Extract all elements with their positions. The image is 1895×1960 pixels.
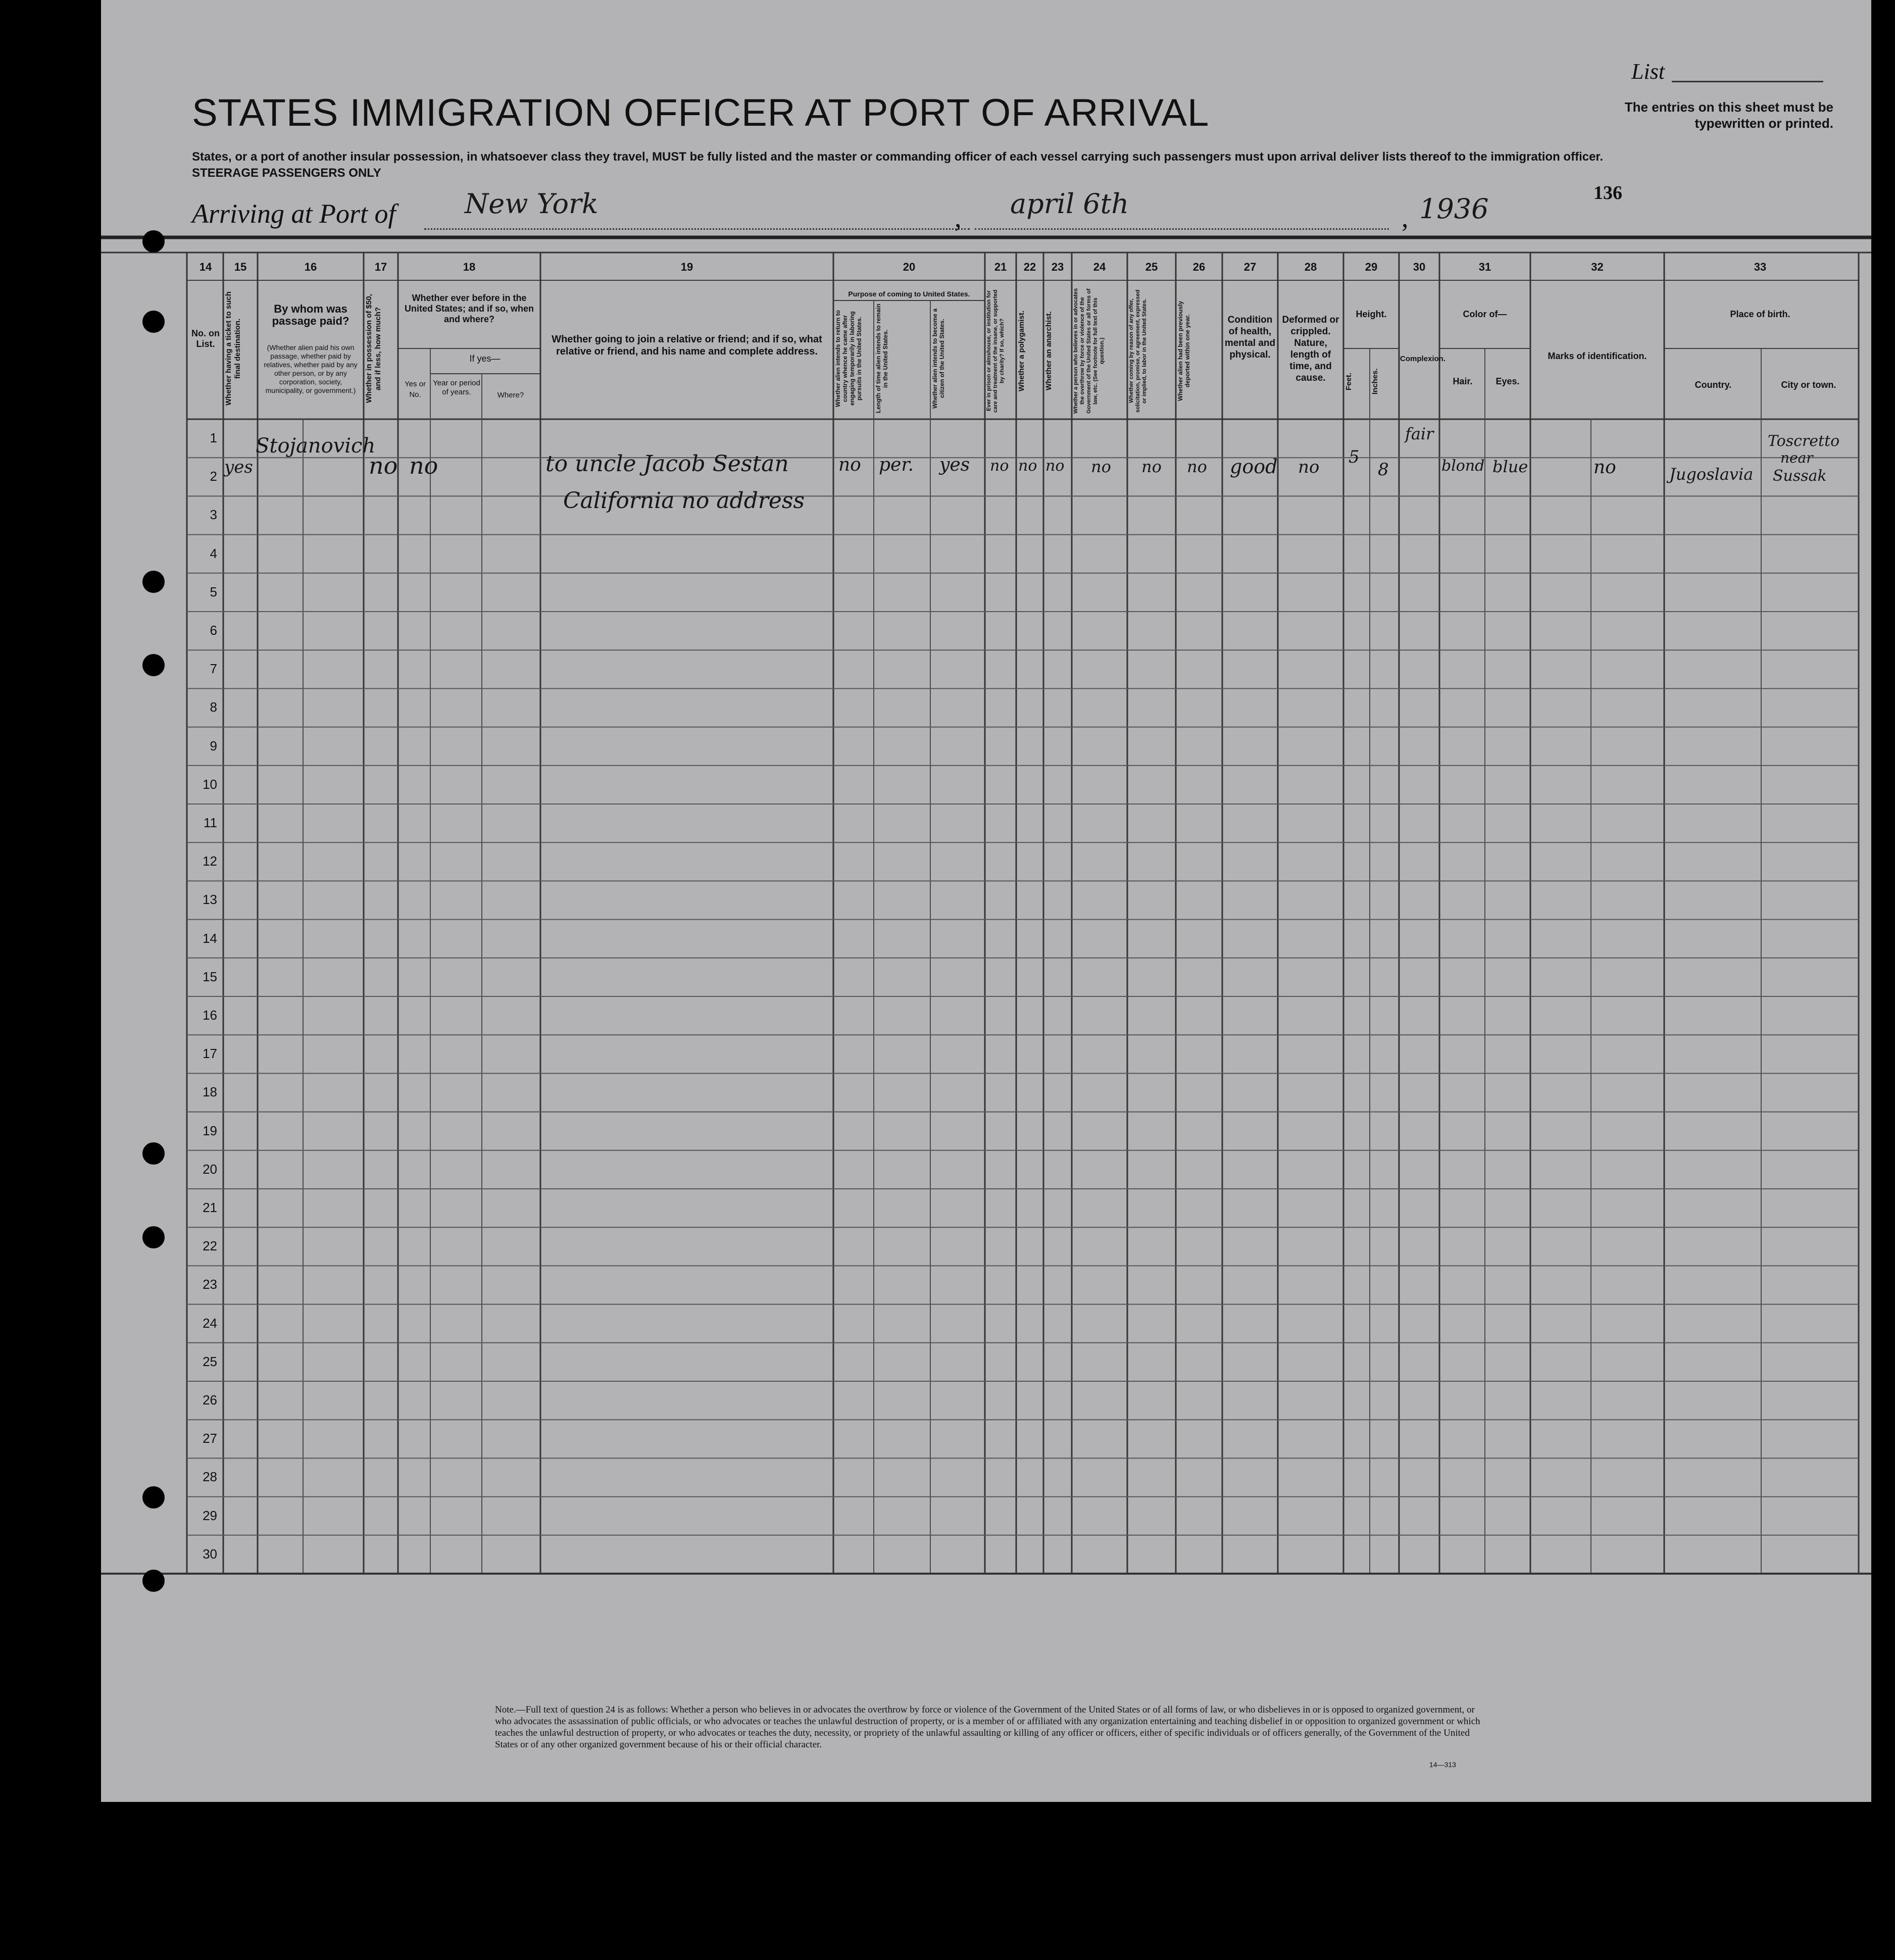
header-prison: Ever in prison or almshouse, or institution for care and treatment of the insane, or supported by charity? If so, which?: [986, 289, 1005, 413]
col-num-29: 29: [1365, 261, 1378, 273]
header-height: Height.: [1356, 309, 1387, 319]
row-number: 10: [203, 776, 217, 792]
manifest-sheet: [101, 0, 1871, 1802]
entry-money: no: [369, 452, 398, 479]
header-anarchist: Whether an anarchist.: [1044, 311, 1053, 391]
row-number: 23: [203, 1277, 217, 1292]
header-where: Where?: [497, 391, 524, 399]
entry-hair: blond: [1441, 457, 1485, 475]
header-complexion: Complexion.: [1400, 355, 1446, 363]
row-number: 30: [203, 1546, 217, 1562]
row-number: 27: [203, 1431, 217, 1446]
entry-return-intent: no: [838, 455, 861, 475]
entry-eyes: blue: [1492, 457, 1528, 476]
entry-polygamist: no: [1018, 457, 1037, 475]
header-yes-no: Yes or No.: [405, 380, 426, 399]
entry-before-us: no: [409, 452, 438, 479]
col-num-32: 32: [1591, 261, 1604, 273]
instruction-line-1: States, or a port of another insular possession, in whatsoever class they travel, MUST be fully listed and the master or commanding officer of each vessel carrying such passengers must upon arrival deliver lists thereof to the immigration officer.: [192, 150, 1604, 164]
row-number: 7: [210, 661, 217, 677]
punch-hole: [142, 1226, 165, 1248]
row-number: 24: [203, 1315, 217, 1331]
col-num-16: 16: [304, 261, 317, 273]
header-if-yes: If yes—: [469, 354, 501, 364]
row-number: 6: [210, 623, 217, 638]
header-country: Country.: [1694, 380, 1732, 390]
comma-2: ,: [1402, 203, 1409, 233]
entry-city-line2: near: [1780, 449, 1813, 466]
header-feet: Feet.: [1344, 372, 1353, 390]
col-num-26: 26: [1192, 261, 1206, 273]
header-hair: Hair.: [1453, 376, 1473, 386]
col-num-25: 25: [1145, 261, 1158, 273]
row-number: 21: [203, 1200, 217, 1215]
punch-hole: [142, 311, 165, 333]
punch-hole: [142, 571, 165, 593]
entry-complexion: fair: [1405, 424, 1434, 443]
comma-1: ,: [955, 203, 962, 233]
row-number: 1: [210, 430, 217, 445]
typewritten-note: The entries on this sheet must be typewritten or printed.: [1624, 99, 1833, 131]
row-number: 2: [210, 469, 217, 484]
col-num-15: 15: [234, 261, 247, 273]
row-number: 28: [203, 1469, 217, 1485]
date-value: april 6th: [1010, 188, 1129, 220]
header-ticket: Whether having a ticket to such final destination.: [224, 291, 242, 406]
header-years: Year or period of years.: [433, 379, 480, 396]
row-number: 3: [210, 507, 217, 523]
header-health: Condition of health, mental and physical.: [1224, 315, 1276, 360]
entry-country: Jugoslavia: [1669, 465, 1754, 484]
entry-feet: 5: [1349, 447, 1360, 467]
entry-inches: 8: [1378, 460, 1389, 480]
header-eyes: Eyes.: [1495, 376, 1520, 386]
port-value: New York: [465, 188, 599, 220]
col-num-17: 17: [374, 261, 387, 273]
row-number: 5: [210, 584, 217, 599]
entry-join-line1: to uncle Jacob Sestan: [545, 451, 789, 477]
row-number: 11: [204, 815, 217, 830]
header-offer-labor: Whether coming by reason of any offer, solicitation, promise, or agreement, expressed or implied, to labor in the United States.: [1128, 289, 1148, 413]
header-city: City or town.: [1781, 380, 1836, 390]
row-number: 25: [203, 1353, 217, 1369]
col-num-14: 14: [199, 261, 212, 273]
col-num-23: 23: [1051, 261, 1064, 273]
entry-city-line3: Sussak: [1773, 467, 1827, 485]
header-return-intent: Whether alien intends to return to country whence he came after engaging temporarily in laboring pursuits in the United States.: [834, 310, 863, 408]
entry-overthrow: no: [1091, 457, 1111, 476]
punch-hole: [142, 230, 165, 253]
entry-deformed: no: [1298, 457, 1320, 477]
header-join-relative: Whether going to join a relative or friend; and if so, what relative or friend, and his name and complete address.: [552, 334, 822, 357]
row-number: 8: [210, 699, 217, 715]
col-num-31: 31: [1478, 261, 1491, 273]
header-place-of-birth: Place of birth.: [1730, 309, 1790, 319]
form-title: STATES IMMIGRATION OFFICER AT PORT OF ARRIVAL: [192, 91, 1210, 134]
sheet-number: 136: [1593, 182, 1622, 204]
row-number: 18: [203, 1084, 217, 1100]
row-number: 26: [203, 1392, 217, 1408]
row-number: 29: [203, 1507, 217, 1523]
row-number: 12: [203, 853, 217, 869]
header-money: Whether in possession of $50, and if less, how much?: [365, 294, 382, 403]
row-number: 20: [203, 1161, 217, 1177]
entry-citizen: yes: [939, 455, 970, 475]
list-label: List: [1631, 59, 1665, 84]
entry-deported: no: [1187, 457, 1207, 476]
header-passage-paid-note: (Whether alien paid his own passage, whether paid by relatives, whether paid by any other person, or by any corporation, society, municipality, or government.): [264, 343, 358, 394]
row-number: 16: [203, 1008, 217, 1023]
col-num-20: 20: [903, 261, 916, 273]
col-num-28: 28: [1304, 261, 1317, 273]
entry-anarchist: no: [1045, 457, 1065, 475]
row-number: 15: [203, 969, 217, 984]
header-marks: Marks of identification.: [1548, 351, 1647, 361]
col-num-27: 27: [1243, 261, 1257, 273]
header-passage-paid: By whom was passage paid?: [272, 303, 350, 327]
header-no-on-list: No. on List.: [191, 328, 220, 349]
entry-marks: no: [1593, 457, 1616, 478]
punch-hole: [142, 1142, 165, 1165]
arriving-label: Arriving at Port of: [192, 198, 396, 229]
year-value: 1936: [1419, 193, 1489, 225]
punch-hole: [142, 1486, 165, 1509]
punch-hole: [142, 1570, 165, 1592]
row-number: 22: [203, 1238, 217, 1254]
header-overthrow: Whether a person who believes in or advocates the overthrow by force or violence of the Government of the United States or all forms of law, etc. (See footnote for full text of this question.): [1073, 288, 1105, 414]
entry-join-line2: California no address: [563, 488, 805, 514]
entry-paid-by: Stojanovich: [256, 434, 376, 458]
header-deformed: Deformed or crippled. Nature, length of time, and cause.: [1282, 315, 1339, 383]
entry-length-stay: per.: [879, 455, 914, 475]
col-num-33: 33: [1754, 261, 1767, 273]
entry-health: good: [1230, 456, 1278, 478]
entry-offer-labor: no: [1141, 457, 1162, 476]
entry-city-line1: Toscretto: [1768, 432, 1840, 450]
header-before-us: Whether ever before in the United States; and if so, when and where?: [404, 293, 534, 324]
header-color-of: Color of—: [1463, 309, 1507, 319]
punch-hole: [142, 654, 165, 676]
header-polygamist: Whether a polygamist.: [1017, 310, 1026, 392]
instruction-line-2: STEERAGE PASSENGERS ONLY: [192, 166, 381, 180]
row-number: 17: [203, 1046, 217, 1062]
footnote: Note.—Full text of question 24 is as follows: Whether a person who believes in or advocates the overthrow by force or violence of the Government of the United States or of all forms of law, or who disbelieves in or is opposed to organized government, or who advocates the assassination of public officials, or who advocates or teaches the unlawful destruction of property, or is a member of or affiliated with any organization entertaining and teaching disbelief in or opposition to organized government or which teaches the unlawful destruction of property, or who advocates or teaches the duty, necessity, or propriety of the unlawful assaulting or killing of any officer or officers, either of specific individuals or of officers generally, of the Government of the United States or of any other organized government because of his or their official character.: [495, 1704, 1480, 1750]
row-number: 19: [203, 1123, 217, 1138]
col-num-24: 24: [1093, 261, 1106, 273]
entry-ticket: yes: [224, 457, 253, 477]
header-length-stay: Length of time alien intends to remain in the United States.: [875, 304, 889, 414]
col-num-22: 22: [1023, 261, 1036, 273]
entry-prison: no: [990, 457, 1009, 475]
header-inches: Inches.: [1371, 368, 1379, 394]
header-purpose: Purpose of coming to United States.: [848, 290, 970, 298]
col-num-21: 21: [994, 261, 1007, 273]
form-number: 14—313: [1429, 1761, 1456, 1769]
header-deported: Whether alien had been previously deported within one year.: [1177, 300, 1191, 401]
col-num-18: 18: [463, 261, 476, 273]
col-num-19: 19: [680, 261, 693, 273]
row-number: 13: [203, 892, 217, 908]
row-number: 4: [210, 545, 217, 561]
row-number: 9: [210, 738, 217, 753]
row-number: 14: [203, 930, 217, 946]
header-citizen: Whether alien intends to become a citizen of the United States.: [931, 308, 945, 409]
col-num-30: 30: [1413, 261, 1426, 273]
